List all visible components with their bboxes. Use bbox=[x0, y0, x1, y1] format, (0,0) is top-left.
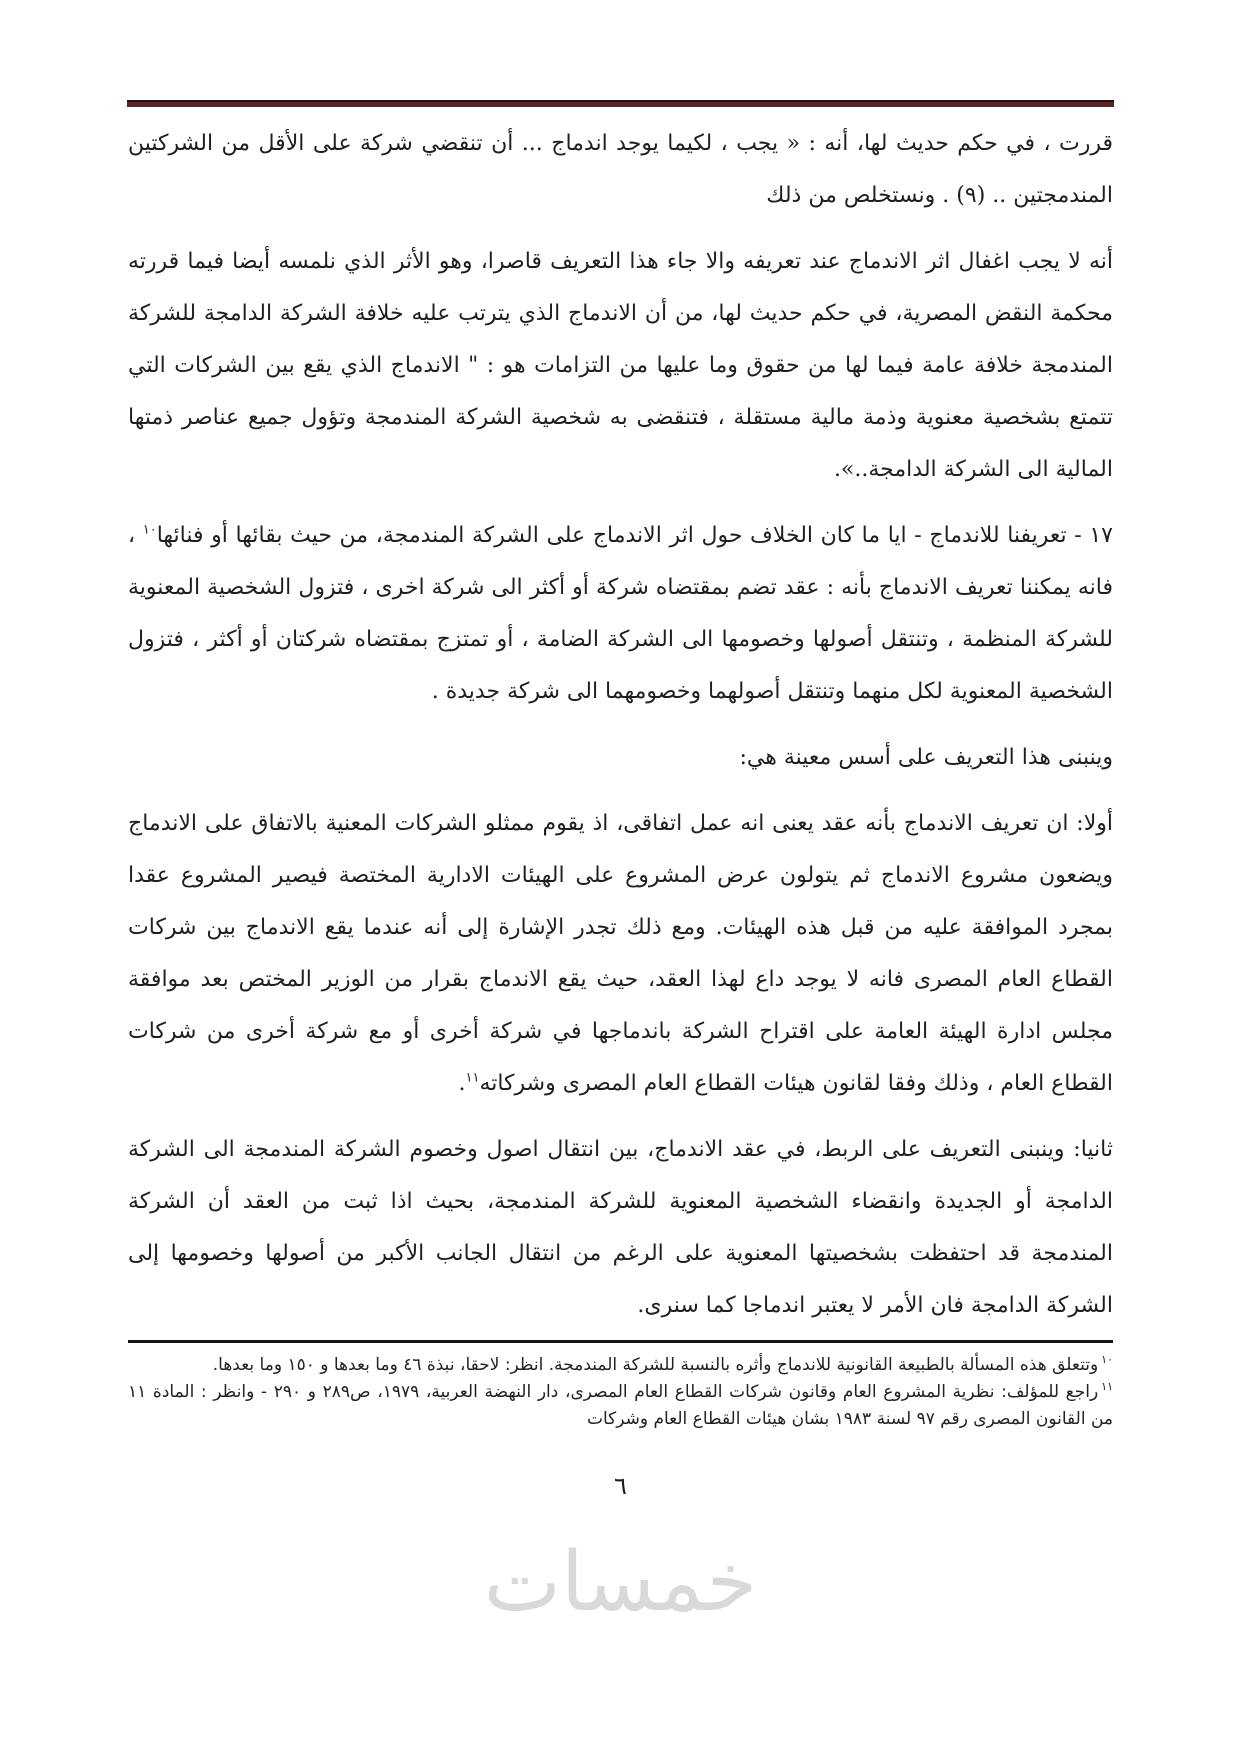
footnote-marker: ١٠ bbox=[1101, 1353, 1113, 1367]
paragraph-text: ، فانه يمكننا تعريف الاندماج بأنه : عقد تضم بمقتضاه شركة أو أكثر الى شركة اخرى ، فتزول الشخصية المعنوية للشركة المنظمة ، وتنتقل أصولها وخصومها الى الشركة الضامة ، أو تمتزج بمقتضاه شركتان أو أكثر ، فتزول الشخصية المعنوية لكل منهما وتنتقل أصولهما وخصومهما الى شركة جديدة . bbox=[128, 523, 1113, 704]
footnote-10 bbox=[128, 1352, 1113, 1379]
document-body bbox=[128, 118, 1113, 1346]
paragraph-court-quote bbox=[128, 118, 1113, 222]
paragraph-text: . bbox=[458, 1071, 466, 1096]
footnote-marker: ١١ bbox=[1101, 1380, 1113, 1394]
footnote-separator bbox=[128, 1340, 1113, 1343]
paragraph-text: أولا: ان تعريف الاندماج بأنه عقد يعنى انه عمل اتفاقى، اذ يقوم ممثلو الشركات المعنية بالاتفاق على الاندماج ويضعون مشروع الاندماج ثم يتولون عرض المشروع على الهيئات الادارية المختصة فيصير المشروع عقدا بمجرد الموافقة عليه من قبل هذه الهيئات. ومع ذلك تجدر الإشارة إلى أنه عندما يقع الاندماج بين شركات القطاع العام المصرى فانه لا يوجد داع لهذا العقد، حيث يقع الاندماج بقرار من الوزير المختص بعد موافقة مجلس ادارة الهيئة العامة على اقتراح الشركة باندماجها في شركة أخرى أو مع شركة أخرى من شركات القطاع العام ، وذلك وفقا لقانون هيئات القطاع العام المصرى وشركاته bbox=[128, 811, 1113, 1096]
footnote-reference-11: ١١ bbox=[465, 1070, 480, 1086]
paragraph-first-basis bbox=[128, 798, 1113, 1110]
paragraph-text: أنه لا يجب اغفال اثر الاندماج عند تعريفه والا جاء هذا التعريف قاصرا، وهو الأثر الذي نلمسه أيضا فيما قررته محكمة النقض المصرية، في حكم حديث لها، من أن الاندماج الذي يترتب عليه خلافة الشركة الدامجة للشركة المندمجة خلافة عامة فيما لها من حقوق وما عليها من التزامات هو : " الاندماج الذي يقع بين الشركات التي تتمتع بشخصية معنوية وذمة مالية مستقلة ، فتنقضى به شخصية الشركة المندمجة وتؤول جميع عناصر ذمتها المالية الى الشركة الدامجة..». bbox=[128, 249, 1113, 482]
paragraph-text: ١٧ - تعريفنا للاندماج - ايا ما كان الخلاف حول اثر الاندماج على الشركة المندمجة، من حيث بقائها أو فنائها bbox=[156, 523, 1113, 548]
paragraph-cassation-ruling bbox=[128, 236, 1113, 496]
paragraph-foundations-intro bbox=[128, 732, 1113, 784]
paragraph-text: ثانيا: وينبنى التعريف على الربط، في عقد الاندماج، بين انتقال اصول وخصوم الشركة المندمجة الى الشركة الدامجة أو الجديدة وانقضاء الشخصية المعنوية للشركة المندمجة، بحيث اذا ثبت من العقد أن الشركة المندمجة قد احتفظت بشخصيتها المعنوية على الرغم من انتقال الجانب الأكبر من أصولها وخصومها إلى الشركة الدامجة فان الأمر لا يعتبر اندماجا كما سنرى. bbox=[128, 1137, 1113, 1318]
paragraph-text: وينبنى هذا التعريف على أسس معينة هي: bbox=[739, 745, 1113, 770]
footnote-text: راجع للمؤلف: نظرية المشروع العام وقانون شركات القطاع العام المصرى، دار النهضة العربية، ١٩٧٩، ص٢٨٩ و ٢٩٠ - وانظر : المادة ١١ من القانون المصرى رقم ٩٧ لسنة ١٩٨٣ بشان هيئات القطاع العام وشركات bbox=[128, 1382, 1113, 1429]
paragraph-second-basis bbox=[128, 1124, 1113, 1332]
paragraph-merger-definition bbox=[128, 510, 1113, 718]
khamsat-logo: خمسات bbox=[483, 1535, 758, 1630]
footnote-text: وتتعلق هذه المسألة بالطبيعة القانونية للاندماج وأثره بالنسبة للشركة المندمجة. انظر: لاحقا، نبذة ٤٦ وما بعدها و ١٥٠ وما بعدها. bbox=[212, 1355, 1099, 1375]
footnote-reference-10: ١٠ bbox=[142, 522, 157, 538]
paragraph-text: قررت ، في حكم حديث لها، أنه : « يجب ، لكيما يوجد اندماج ... أن تنقضي شركة على الأقل من الشركتين المندمجتين .. (٩) . ونستخلص من ذلك bbox=[128, 131, 1114, 208]
footnotes-section bbox=[128, 1340, 1113, 1433]
header-rule bbox=[127, 100, 1114, 107]
footnote-11 bbox=[128, 1379, 1113, 1433]
page-number: ٦ bbox=[614, 1472, 627, 1500]
